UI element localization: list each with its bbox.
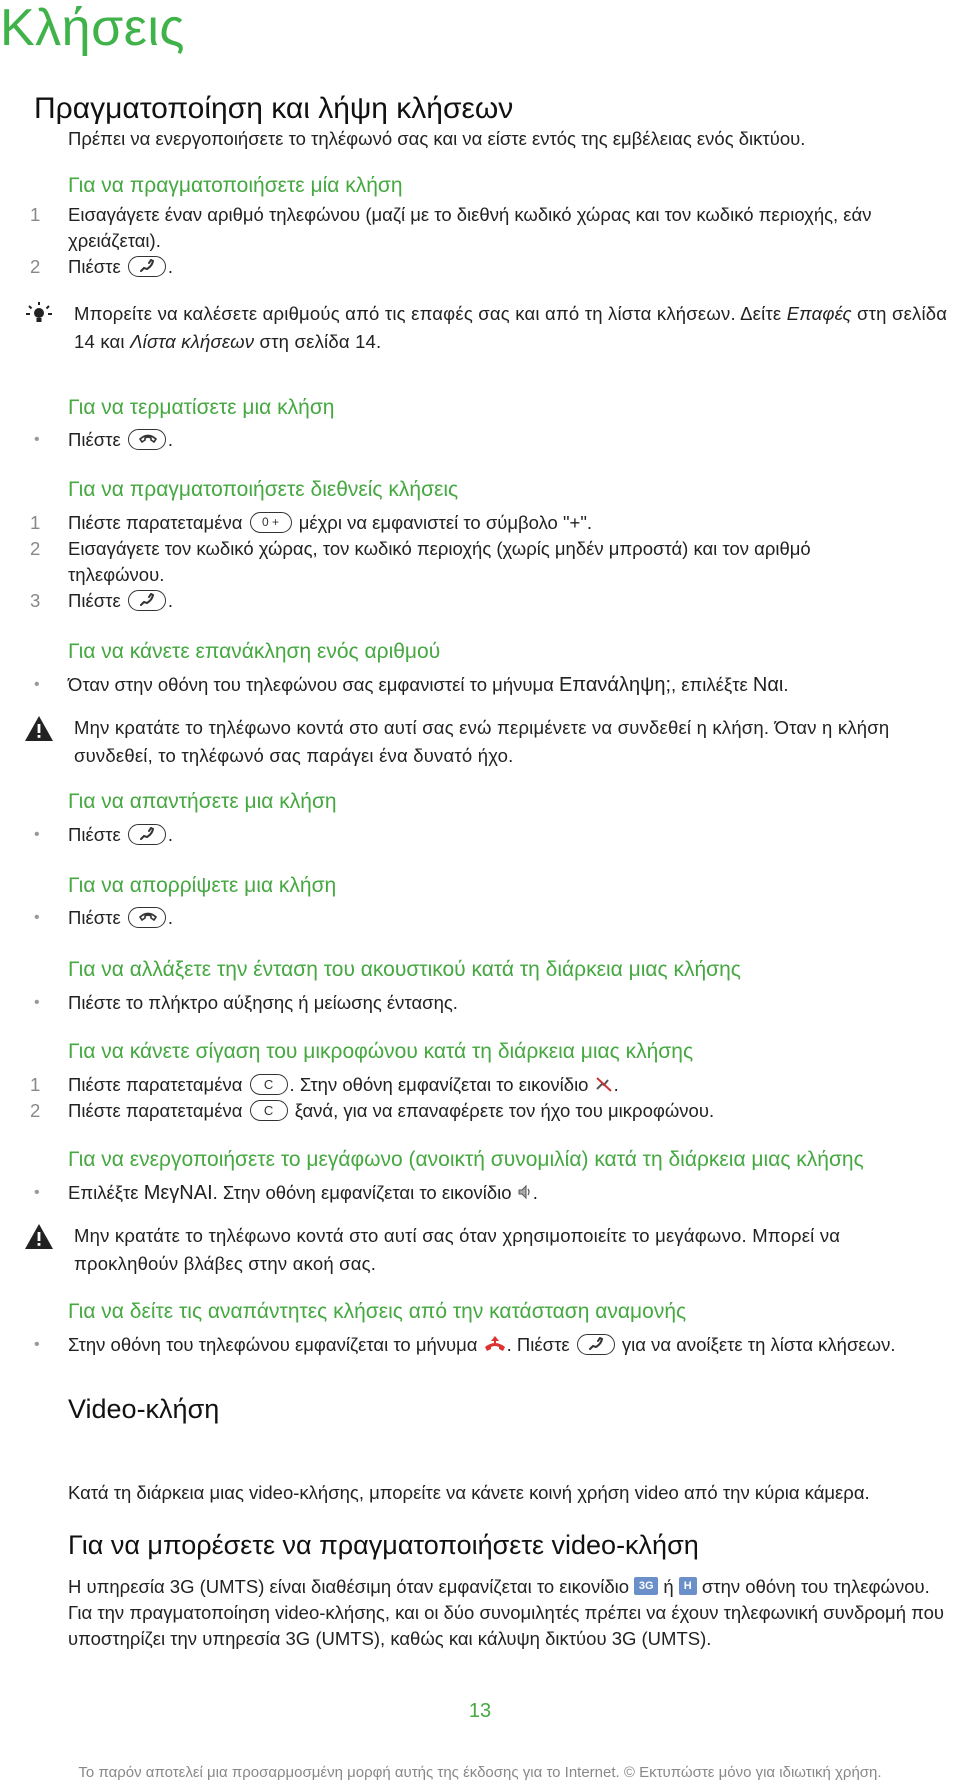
- para-text-part: Για την πραγματοποίηση video-κλήσης, και οι δύο συνομιλητές πρέπει να έχουν τηλεφωνική συνδρομή που υποστηρίζει την υπηρεσία 3G (UMTS), καθώς και κάλυψη δικτύου 3G (UMTS).: [68, 1602, 945, 1649]
- section-heading: Πραγματοποίηση και λήψη κλήσεων: [34, 92, 514, 125]
- step-text: Πιέστε παρατεταμένα C . Στην οθόνη εμφανίζεται το εικονίδιο .: [68, 1074, 619, 1095]
- step-text-part: Πιέστε: [68, 824, 121, 845]
- step-text-part: Πιέστε: [68, 256, 121, 277]
- page-title: Κλήσεις: [0, 0, 185, 57]
- step-text: [68, 510, 953, 536]
- para-text-part: ή: [663, 1576, 674, 1597]
- video-call-text: Κατά τη διάρκεια μιας video-κλήσης, μπορείτε να κάνετε κοινή χρήση video από την κύρια κάμερα.: [68, 1482, 870, 1503]
- step-text: Πιέστε το πλήκτρο αύξησης ή μείωσης έντασης.: [68, 992, 458, 1013]
- step-text: Επιλέξτε ΜεγΝΑΙ. Στην οθόνη εμφανίζεται το εικονίδιο .: [68, 1182, 538, 1204]
- end-call-key-icon: [128, 907, 166, 928]
- subheading-redial: Για να κάνετε επανάκληση ενός αριθμού: [68, 640, 441, 663]
- para-text-part: Η υπηρεσία 3G (UMTS) είναι διαθέσιμη όταν εμφανίζεται το εικονίδιο: [68, 1576, 630, 1597]
- tip-text: στη σελίδα 14.: [254, 331, 382, 352]
- end-call-key-icon: [128, 429, 166, 450]
- para-text-part: στην οθόνη του τηλεφώνου.: [701, 1576, 930, 1597]
- subheading-mute: Για να κάνετε σίγαση του μικροφώνου κατά τη διάρκεια μιας κλήσης: [68, 1040, 694, 1063]
- step-text: Πιέστε .: [68, 429, 173, 450]
- zero-plus-key-icon: 0 +: [250, 512, 292, 533]
- step-number: 1: [30, 204, 41, 225]
- speaker-icon: [517, 1184, 533, 1200]
- step-text-part: .: [783, 674, 789, 695]
- step-text: [68, 1332, 953, 1358]
- video-call-prereq-heading: Για να μπορέσετε να πραγματοποιήσετε video-κλήση: [68, 1530, 699, 1560]
- ui-message-redial: Επανάληψη;: [558, 674, 672, 696]
- warning-triangle-icon: [24, 1222, 54, 1252]
- bullet: •: [34, 826, 40, 843]
- ui-option-yes: Ναι: [752, 674, 784, 696]
- lightbulb-tip-icon: [24, 300, 54, 330]
- step-text: [68, 1098, 953, 1124]
- 3g-network-icon: 3G: [634, 1577, 658, 1595]
- step-text-part: . Πιέστε: [506, 1334, 570, 1355]
- step-text-part: Πιέστε: [68, 907, 121, 928]
- step-number: 3: [30, 590, 41, 611]
- video-call-prereq-text: [68, 1574, 953, 1652]
- subheading-make-call: Για να πραγματοποιήσετε μία κλήση: [68, 174, 403, 197]
- warning-text: Μην κρατάτε το τηλέφωνο κοντά στο αυτί σας όταν χρησιμοποιείτε το μεγάφωνο. Μπορεί να προκληθούν βλάβες στην ακοή σας.: [74, 1225, 841, 1274]
- step-number: 2: [30, 1100, 41, 1121]
- step-number: 1: [30, 512, 41, 533]
- tip-text: Μπορείτε να καλέσετε αριθμούς από τις επαφές σας και από τη λίστα κλήσεων. Δείτε: [74, 303, 787, 324]
- step-text-part: . Στην οθόνη εμφανίζεται το εικονίδιο: [289, 1074, 589, 1095]
- step-text: [68, 672, 953, 698]
- step-text: Εισαγάγετε έναν αριθμό τηλεφώνου (μαζί με το διεθνή κωδικό χώρας και τον κωδικό περιοχής, εάν χρειάζεται).: [68, 204, 872, 251]
- step-text: Πιέστε .: [68, 590, 173, 611]
- warning-triangle-icon: [24, 714, 54, 744]
- bullet: •: [34, 431, 40, 448]
- call-key-icon: [128, 590, 166, 611]
- missed-call-icon: [483, 1335, 507, 1353]
- step-text-part: Στην οθόνη του τηλεφώνου εμφανίζεται το μήνυμα: [68, 1334, 478, 1355]
- subheading-volume: Για να αλλάξετε την ένταση του ακουστικού κατά τη διάρκεια μιας κλήσης: [68, 958, 741, 981]
- intro-text: Πρέπει να ενεργοποιήσετε το τηλέφωνό σας και να είστε εντός της εμβέλειας ενός δικτύου.: [68, 128, 806, 149]
- footer-note: Το παρόν αποτελεί μια προσαρμοσμένη μορφή αυτής της έκδοσης για το Internet. © Εκτυπώστε μόνο για ιδιωτική χρήση.: [78, 1764, 882, 1781]
- subheading-end-call: Για να τερματίσετε μια κλήση: [68, 396, 335, 419]
- step-text: Πιέστε .: [68, 256, 173, 277]
- call-key-icon: [128, 256, 166, 277]
- step-number: 2: [30, 256, 41, 277]
- step-text: Εισαγάγετε τον κωδικό χώρας, τον κωδικό περιοχής (χωρίς μηδέν μπροστά) και τον αριθμό τηλεφώνου.: [68, 538, 811, 585]
- subheading-reject: Για να απορρίψετε μια κλήση: [68, 874, 337, 897]
- step-text: Πιέστε .: [68, 824, 173, 845]
- step-text-part: , επιλέξτε: [671, 674, 753, 695]
- mic-muted-icon: [594, 1075, 614, 1093]
- bullet: •: [34, 1336, 40, 1353]
- step-number: 2: [30, 538, 41, 559]
- c-key-icon: C: [250, 1074, 288, 1095]
- subheading-speaker: Για να ενεργοποιήσετε το μεγάφωνο (ανοικτή συνομιλία) κατά τη διάρκεια μιας κλήσης: [68, 1148, 864, 1171]
- subheading-missed-calls: Για να δείτε τις αναπάντητες κλήσεις από την κατάσταση αναμονής: [68, 1300, 687, 1323]
- c-key-icon: C: [250, 1100, 288, 1121]
- ui-option-speaker-on: ΜεγΝΑΙ: [143, 1182, 213, 1204]
- subheading-answer: Για να απαντήσετε μια κλήση: [68, 790, 337, 813]
- step-text-part: Όταν στην οθόνη του τηλεφώνου σας εμφανιστεί το μήνυμα: [68, 674, 559, 695]
- step-text-part: Πιέστε παρατεταμένα: [68, 1100, 243, 1121]
- step-text-part: Πιέστε: [68, 429, 121, 450]
- tip-link-contacts[interactable]: Επαφές: [786, 303, 852, 324]
- tip-text: στη σελίδα 14 και: [74, 303, 948, 352]
- step-text-part: Πιέστε: [68, 590, 121, 611]
- step-number: 1: [30, 1074, 41, 1095]
- video-call-heading: Video-κλήση: [68, 1394, 220, 1424]
- hsdpa-network-icon: H: [679, 1577, 697, 1595]
- call-key-icon: [128, 824, 166, 845]
- tip-link-call-list[interactable]: Λίστα κλήσεων: [130, 331, 255, 352]
- page-number: 13: [468, 1700, 492, 1722]
- call-key-icon: [577, 1334, 615, 1355]
- step-text-part: μέχρι να εμφανιστεί το σύμβολο "+".: [298, 512, 593, 533]
- bullet: •: [34, 994, 40, 1011]
- bullet: •: [34, 1184, 40, 1201]
- bullet: •: [34, 676, 40, 693]
- subheading-international: Για να πραγματοποιήσετε διεθνείς κλήσεις: [68, 478, 459, 501]
- step-text-part: . Στην οθόνη εμφανίζεται το εικονίδιο: [212, 1182, 512, 1203]
- step-text: Πιέστε .: [68, 907, 173, 928]
- step-text-part: Πιέστε παρατεταμένα: [68, 1074, 243, 1095]
- warning-text: Μην κρατάτε το τηλέφωνο κοντά στο αυτί σας ενώ περιμένετε να συνδεθεί η κλήση. Όταν η κλήση συνδεθεί, το τηλέφωνό σας παράγει ένα δυνατό ήχο.: [74, 717, 890, 766]
- step-text-part: ξανά, για να επαναφέρετε τον ήχο του μικροφώνου.: [294, 1100, 715, 1121]
- step-text-part: Επιλέξτε: [68, 1182, 144, 1203]
- step-text-part: Πιέστε παρατεταμένα: [68, 512, 243, 533]
- step-text-part: για να ανοίξετε τη λίστα κλήσεων.: [621, 1334, 896, 1355]
- bullet: •: [34, 909, 40, 926]
